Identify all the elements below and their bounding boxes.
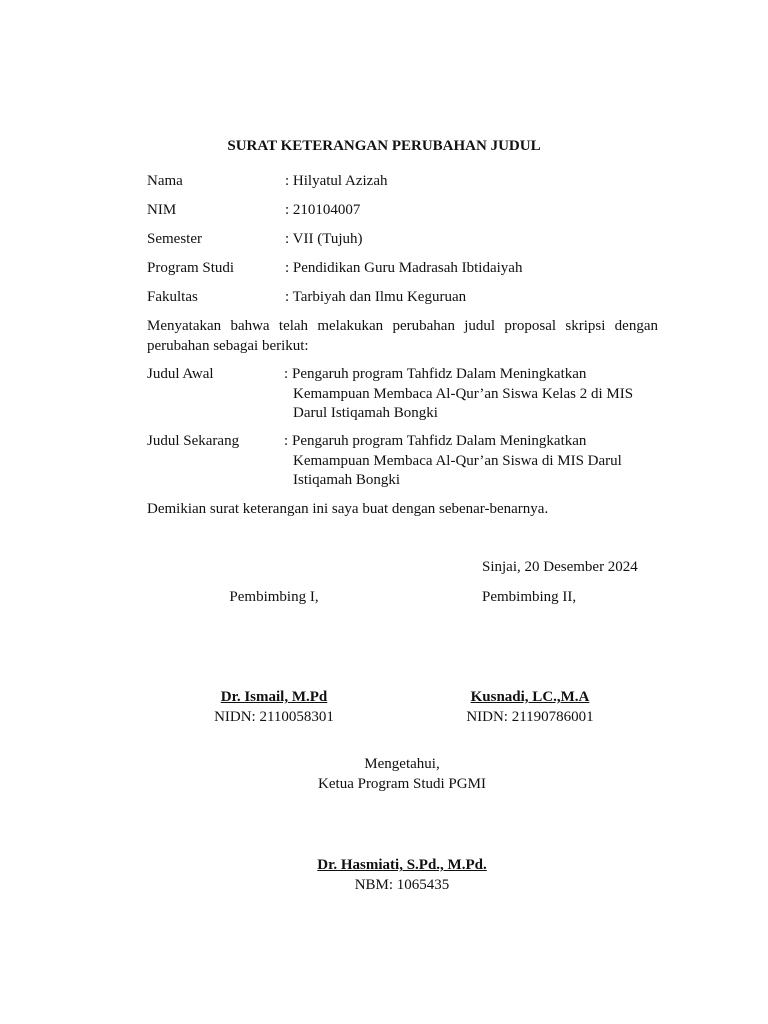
judul-value: [293, 365, 663, 424]
judul-line: Darul Istiqamah Bongki: [293, 405, 438, 421]
judul-colon: :: [284, 366, 289, 382]
judul-value: [293, 432, 663, 491]
judul-line: Istiqamah Bongki: [293, 472, 401, 488]
judul-line: Kemampuan Membaca Al-Qur’an Siswa di MIS Darul: [293, 452, 622, 469]
statement-paragraph: Menyatakan bahwa telah melakukan perubahan judul proposal skripsi dengan perubahan sebagai berikut:: [147, 318, 658, 354]
pembimbing2-id: NIDN: 21190786001: [466, 708, 594, 725]
judul-line: Pengaruh program Tahfidz Dalam Meningkatkan: [292, 366, 587, 382]
field-label: Program Studi: [147, 260, 235, 276]
judul-colon: :: [284, 433, 289, 449]
mengetahui-block: [252, 755, 552, 794]
kaprodi-id: NBM: 1065435: [354, 876, 450, 893]
judul-label: Judul Awal: [147, 366, 214, 382]
pembimbing1-name: Dr. Ismail, M.Pd: [220, 689, 328, 705]
letter-title: SURAT KETERANGAN PERUBAHAN JUDUL: [227, 138, 541, 154]
mengetahui-label: Mengetahui,: [364, 756, 440, 772]
field-value: : Pendidikan Guru Madrasah Ibtidaiyah: [285, 260, 523, 276]
pembimbing2-role: Pembimbing II,: [482, 589, 577, 605]
pembimbing1-role: Pembimbing I,: [229, 589, 319, 605]
field-value: : Tarbiyah dan Ilmu Keguruan: [285, 289, 467, 305]
field-label: Semester: [147, 231, 202, 247]
field-value: : 210104007: [285, 202, 361, 218]
kaprodi-signature: [252, 856, 552, 895]
field-value: : Hilyatul Azizah: [285, 173, 388, 189]
judul-line: Pengaruh program Tahfidz Dalam Meningkatkan: [292, 433, 587, 449]
pembimbing1-id: NIDN: 2110058301: [214, 708, 334, 725]
kaprodi-title: Ketua Program Studi PGMI: [318, 775, 486, 792]
field-label: Nama: [147, 173, 183, 189]
place-date: Sinjai, 20 Desember 2024: [482, 559, 638, 575]
field-label: Fakultas: [147, 289, 198, 305]
judul-label: Judul Sekarang: [147, 433, 240, 449]
pembimbing2-name: Kusnadi, LC.,M.A: [470, 689, 590, 705]
field-label: NIM: [147, 202, 177, 218]
closing-sentence: Demikian surat keterangan ini saya buat dengan sebenar-benarnya.: [147, 501, 549, 517]
judul-line: Kemampuan Membaca Al-Qur’an Siswa Kelas 2 di MIS: [293, 385, 634, 402]
pembimbing1-signature: [154, 688, 394, 727]
field-value: : VII (Tujuh): [285, 231, 363, 247]
pembimbing2-signature: [410, 688, 650, 727]
kaprodi-name: Dr. Hasmiati, S.Pd., M.Pd.: [317, 857, 487, 873]
